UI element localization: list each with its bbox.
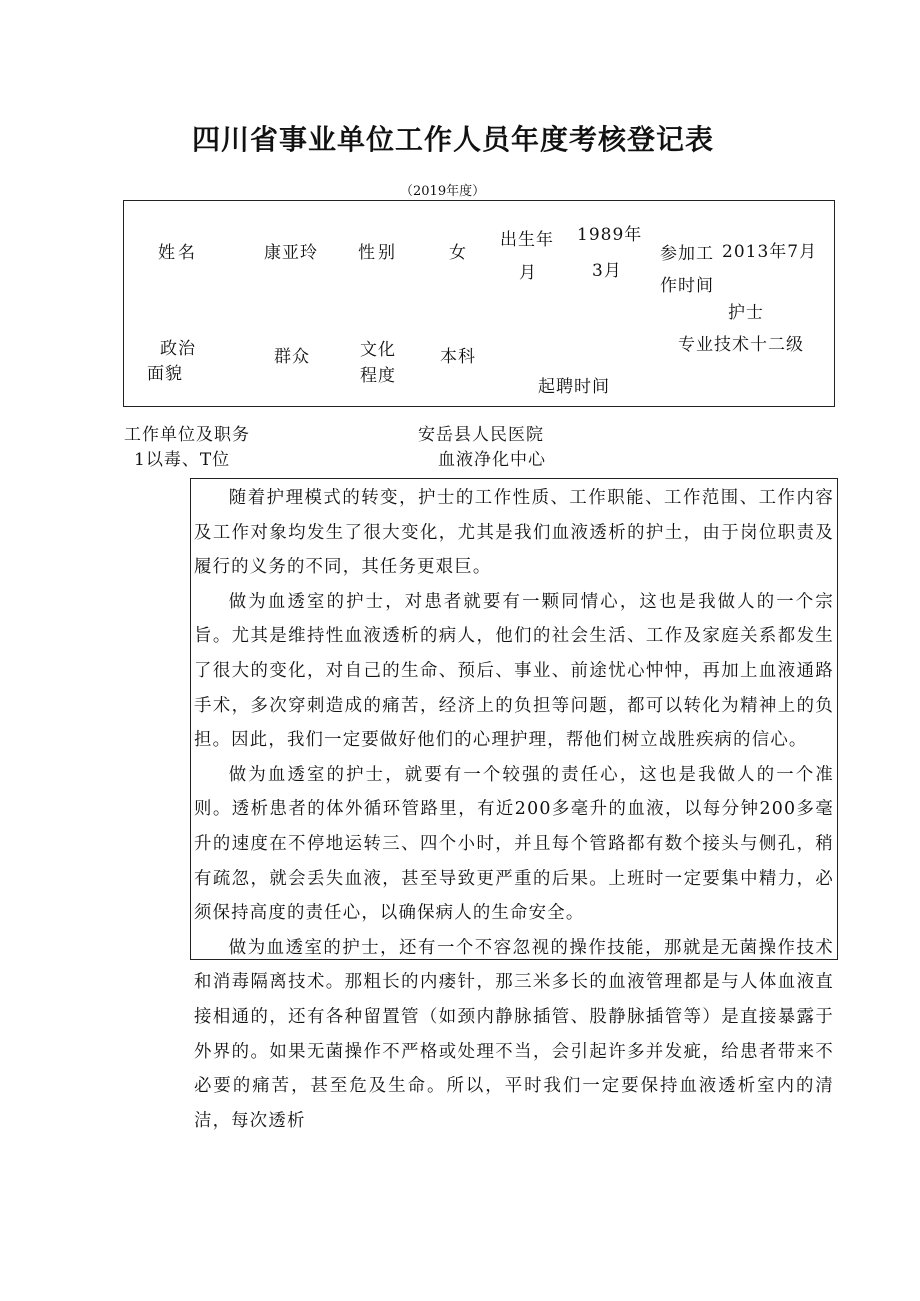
work-start-label-line2: 作时间	[660, 276, 714, 296]
political-value: 群众	[274, 347, 310, 367]
education-label-line1: 文化	[360, 340, 396, 360]
position-value-line2: 专业技术十二级	[678, 335, 804, 355]
summary-paragraph: 做为血透室的护士，对患者就要有一颗同情心，这也是我做人的一个宗旨。尤其是维持性血液透析的病人，他们的社会生活、工作及家庭关系都发生了很大的变化，对自己的生命、预后、事业、前途忧心忡忡，再加上血液通路手术，多次穿刺造成的痛苦，经济上的负担等问题，都可以转化为精神上的负担。因此，我们一定要做好他们的心理护理，帮他们树立战胜疾病的信心。	[194, 591, 834, 751]
summary-text	[194, 481, 834, 1138]
page-title: 四川省事业单位工作人员年度考核登记表	[192, 123, 715, 156]
education-value: 本科	[440, 347, 476, 367]
year-label: （2019年度）	[400, 184, 486, 199]
name-value: 康亚玲	[264, 243, 318, 263]
employer-label-line1: 工作单位及职务	[124, 425, 250, 445]
employer-value-line1: 安岳县人民医院	[418, 425, 544, 445]
work-start-label-line1: 参加工	[660, 244, 714, 264]
position-value-line1: 护士	[728, 303, 764, 323]
birth-value-line2: 3月	[592, 261, 622, 281]
political-label-line2: 面貌	[147, 364, 183, 384]
birth-label-line1: 出生年	[500, 230, 554, 250]
gender-label: 性别	[358, 243, 398, 263]
hire-label: 起聘时间	[538, 377, 610, 397]
employer-label-line2: 1以毒、T位	[134, 450, 231, 470]
summary-paragraph: 做为血透室的护士，还有一个不容忽视的操作技能，那就是无菌操作技术和消毒隔离技术。那粗长的内瘘针，那三米多长的血液管理都是与人体血液直接相通的，还有各种留置管（如颈内静脉插管、股静脉插管等）是直接暴露于外界的。如果无菌操作不严格或处理不当，会引起许多并发疵，给患者带来不必要的痛苦，甚至危及生命。所以，平时我们一定要保持血液透析室内的清洁，每次透析	[194, 937, 834, 1131]
work-start-value: 2013年7月	[722, 242, 818, 262]
birth-label-line2: 月	[519, 263, 537, 283]
gender-value: 女	[449, 243, 467, 263]
birth-value-line1: 1989年	[577, 225, 643, 245]
name-label: 姓名	[158, 243, 198, 263]
employer-value-line2: 血液净化中心	[438, 450, 546, 470]
education-label-line2: 程度	[360, 366, 396, 386]
summary-paragraph: 做为血透室的护士，就要有一个较强的责任心，这也是我做人的一个准则。透析患者的体外循环管路里，有近200多毫升的血液，以每分钟200多毫升的速度在不停地运转三、四个小时，并且每个管路都有数个接头与侧孔，稍有疏忽，就会丢失血液，甚至导致更严重的后果。上班时一定要集中精力，必须保持高度的责任心，以确保病人的生命安全。	[194, 764, 834, 924]
political-label-line1: 政治	[160, 339, 196, 359]
summary-paragraph: 随着护理模式的转变，护士的工作性质、工作职能、工作范围、工作内容及工作对象均发生了很大变化，尤其是我们血液透析的护土，由于岗位职责及履行的义务的不同，其任务更艰巨。	[194, 488, 834, 578]
